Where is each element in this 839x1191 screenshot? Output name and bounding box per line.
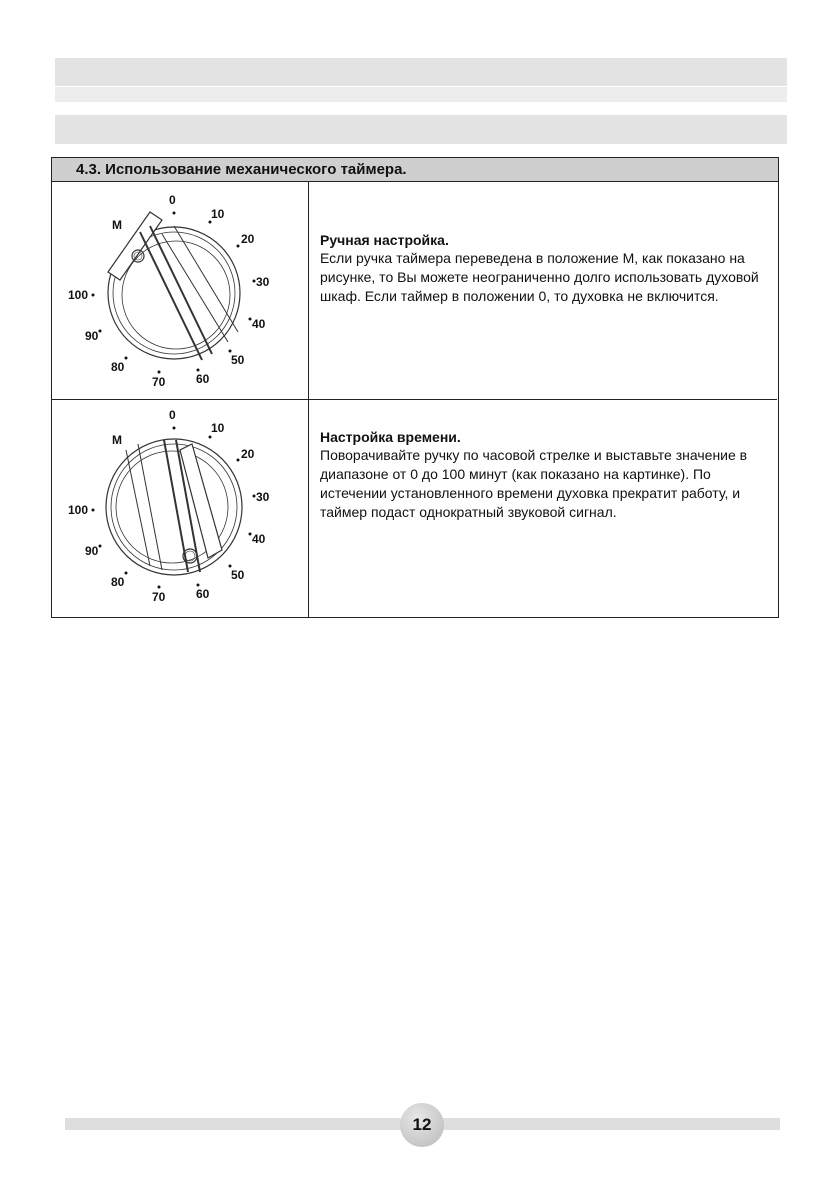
dial-label-70: 70 (152, 590, 166, 604)
dial-label-0: 0 (169, 193, 176, 207)
header-band-lower (55, 115, 787, 144)
dial-label-50: 50 (231, 568, 245, 582)
dial-knob (106, 439, 242, 575)
dial-label-0: 0 (169, 408, 176, 422)
manual-setting-row (52, 182, 777, 400)
dial-label-50: 50 (231, 353, 245, 367)
timer-dial-time-illustration (52, 400, 309, 616)
manual-setting-text (320, 232, 770, 306)
dial-label-40: 40 (252, 532, 266, 546)
manual-setting-heading: Ручная настройка. (320, 232, 449, 248)
dial-figure-time (52, 400, 309, 617)
section-header (52, 158, 778, 182)
dial-figure-manual (52, 182, 309, 399)
timer-dial-manual-illustration (52, 182, 309, 398)
dial-label-70: 70 (152, 375, 166, 389)
header-band-top (55, 58, 787, 86)
dial-label-m: M (112, 218, 122, 232)
dial-label-m: M (112, 433, 122, 447)
dial-knob (108, 212, 240, 360)
dial-label-80: 80 (111, 360, 125, 374)
dial-label-90: 90 (85, 329, 99, 343)
time-setting-text (320, 429, 770, 522)
dial-label-100: 100 (68, 288, 89, 302)
dial-label-60: 60 (196, 372, 210, 386)
page-number: 12 (400, 1103, 444, 1147)
dial-label-10: 10 (211, 421, 225, 435)
dial-label-20: 20 (241, 447, 255, 461)
dial-label-60: 60 (196, 587, 210, 601)
time-setting-heading: Настройка времени. (320, 429, 461, 445)
time-setting-body: Поворачивайте ручку по часовой стрелке и выставьте значение в диапазоне от 0 до 100 минут (как показано на картинке). По истечении установленного времени духовка прекратит работу, и таймер подаст однократный звуковой сигнал. (320, 447, 748, 520)
manual-setting-body: Если ручка таймера переведена в положение М, как показано на рисунке, то Вы можете неограниченно долго использовать духовой шкаф. Если таймер в положении 0, то духовка не включится. (320, 250, 759, 304)
dial-label-30: 30 (256, 490, 270, 504)
time-setting-row (52, 400, 777, 617)
dial-label-90: 90 (85, 544, 99, 558)
dial-label-20: 20 (241, 232, 255, 246)
dial-label-10: 10 (211, 207, 225, 221)
dial-label-30: 30 (256, 275, 270, 289)
dial-label-100: 100 (68, 503, 89, 517)
header-band-thin (55, 87, 787, 102)
dial-label-80: 80 (111, 575, 125, 589)
dial-label-40: 40 (252, 317, 266, 331)
section-title: 4.3. Использование механического таймера. (76, 161, 407, 178)
timer-section-table (51, 157, 779, 618)
